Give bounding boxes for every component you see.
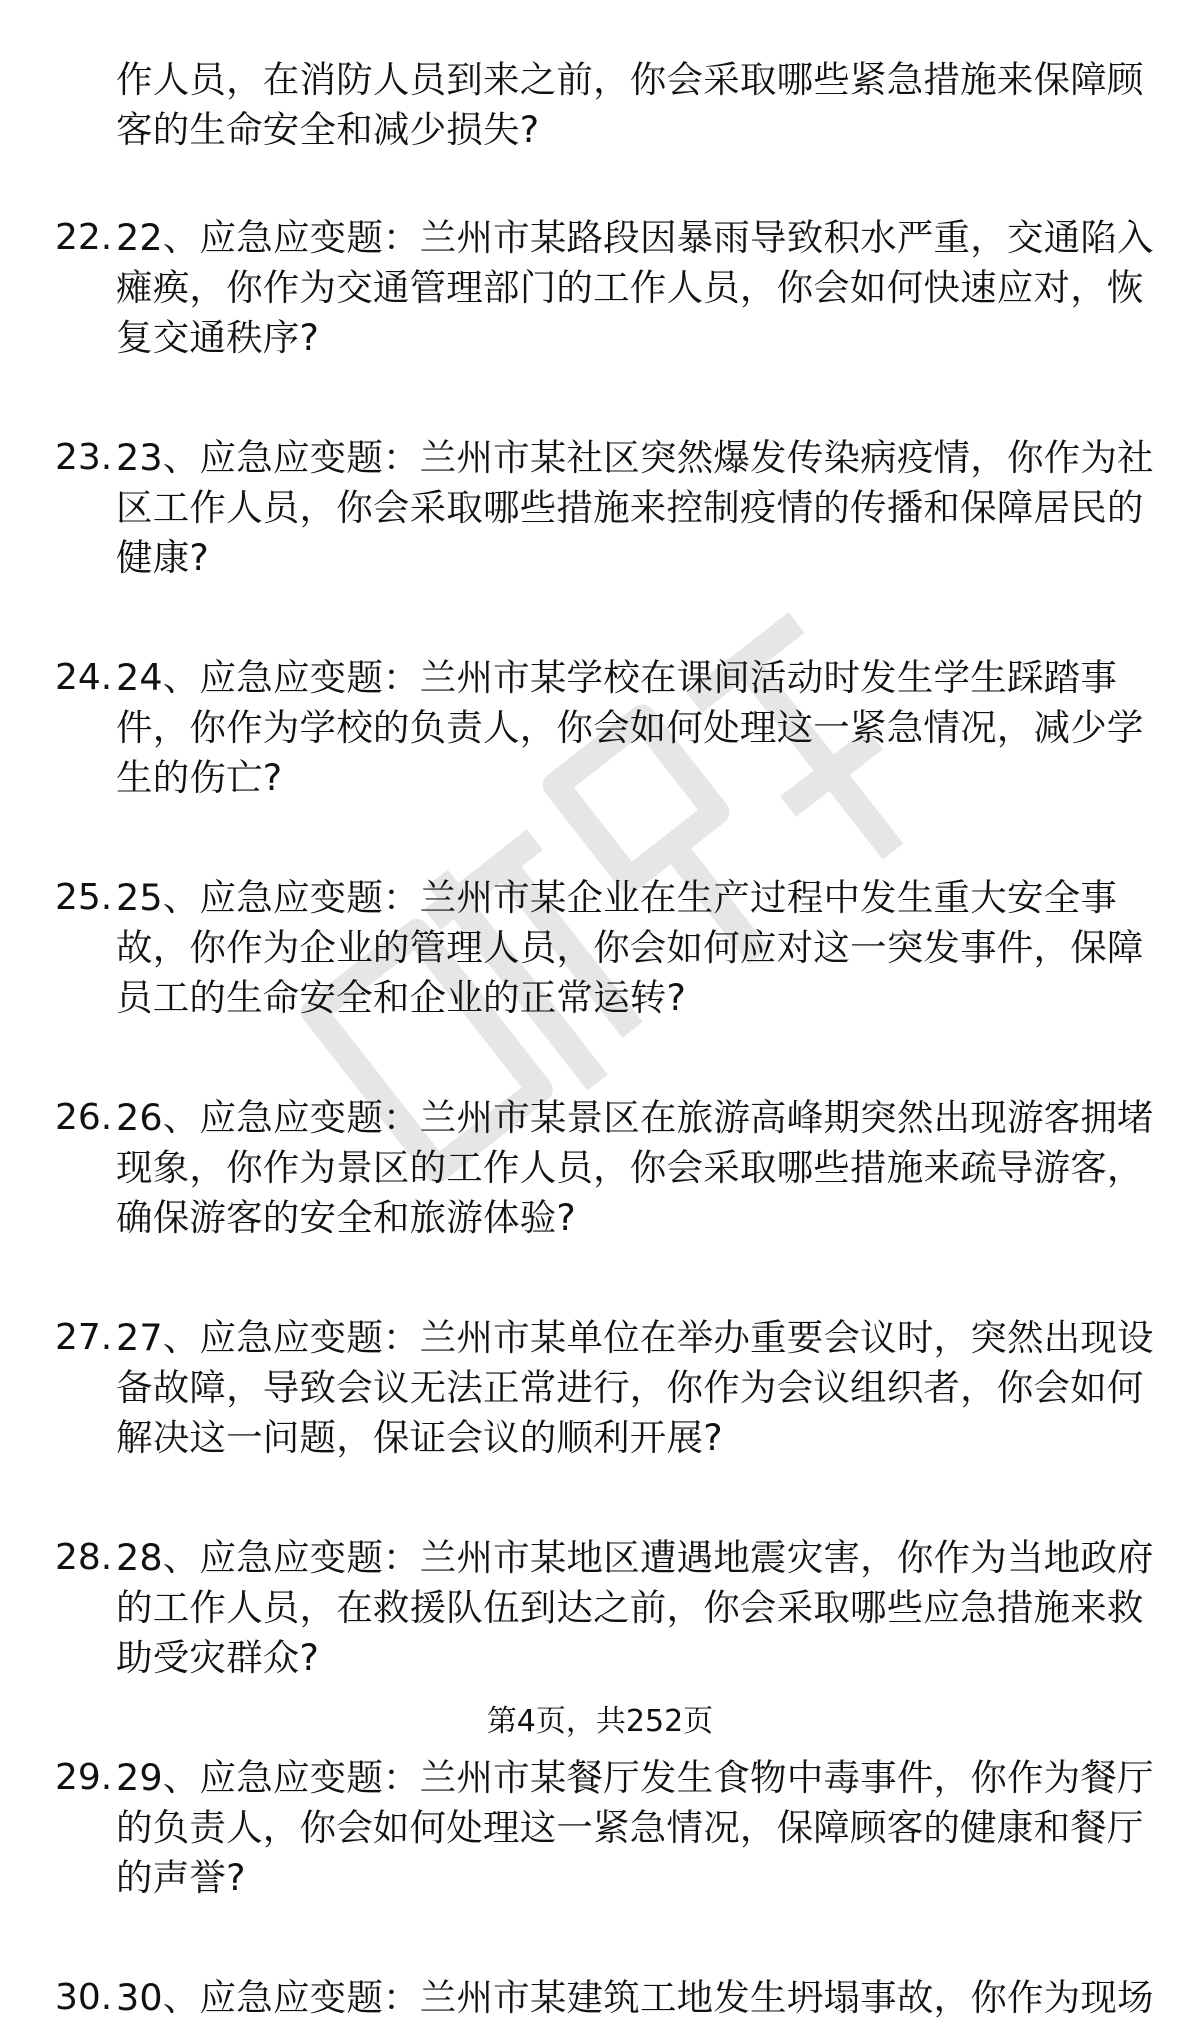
question-text-line: 27、应急应变题：兰州市某单位在举办重要会议时，突然出现设 [116,1316,1154,1359]
question-text-line: 26、应急应变题：兰州市某景区在旅游高峰期突然出现游客拥堵 [116,1096,1154,1139]
question-text-line: 现象，你作为景区的工作人员，你会采取哪些措施来疏导游客， [116,1146,1144,1189]
question-number: 23. [55,437,113,478]
question-text-line: 22、应急应变题：兰州市某路段因暴雨导致积水严重，交通陷入 [116,216,1154,259]
question-text-line: 29、应急应变题：兰州市某餐厅发生食物中毒事件，你作为餐厅 [116,1756,1154,1799]
question-text-line: 28、应急应变题：兰州市某地区遭遇地震灾害，你作为当地政府 [116,1536,1154,1579]
question-text-line: 备故障，导致会议无法正常进行，你作为会议组织者，你会如何 [116,1366,1144,1409]
page-footer: 第4页，共252页 [486,1704,714,1739]
question-number: 28. [55,1537,113,1578]
question-text-line: 区工作人员，你会采取哪些措施来控制疫情的传播和保障居民的 [116,486,1144,529]
question-number: 25. [55,877,113,918]
question-text-line: 确保游客的安全和旅游体验? [116,1196,576,1239]
question-text-line: 复交通秩序? [116,316,320,359]
question-text-line: 24、应急应变题：兰州市某学校在课间活动时发生学生踩踏事 [116,656,1118,699]
question-number: 27. [55,1317,113,1358]
question-number: 29. [55,1757,113,1798]
question-text-line: 30、应急应变题：兰州市某建筑工地发生坍塌事故，你作为现场 [116,1976,1154,2019]
question-text-line: 故，你作为企业的管理人员，你会如何应对这一突发事件，保障 [116,926,1144,969]
text-line: 作人员，在消防人员到来之前，你会采取哪些紧急措施来保障顾 [116,58,1144,101]
question-text-line: 员工的生命安全和企业的正常运转? [116,976,687,1019]
question-text-line: 的负责人，你会如何处理这一紧急情况，保障顾客的健康和餐厅 [116,1806,1144,1849]
question-text-line: 25、应急应变题：兰州市某企业在生产过程中发生重大安全事 [116,876,1118,919]
question-number: 22. [55,217,113,258]
question-text-line: 的工作人员，在救援队伍到达之前，你会采取哪些应急措施来救 [116,1586,1144,1629]
question-number: 24. [55,657,113,698]
question-text-line: 生的伤亡? [116,756,283,799]
question-number: 26. [55,1097,113,1138]
text-line: 客的生命安全和减少损失? [116,108,540,151]
question-text-line: 瘫痪，你作为交通管理部门的工作人员，你会如何快速应对，恢 [116,266,1144,309]
question-text-line: 的声誉? [116,1856,246,1899]
question-text-line: 助受灾群众? [116,1636,320,1679]
question-text-line: 件，你作为学校的负责人，你会如何处理这一紧急情况，减少学 [116,706,1144,749]
question-text-line: 23、应急应变题：兰州市某社区突然爆发传染病疫情，你作为社 [116,436,1154,479]
question-text-line: 健康? [116,536,209,579]
question-number: 30. [55,1977,113,2018]
question-text-line: 解决这一问题，保证会议的顺利开展? [116,1416,723,1459]
